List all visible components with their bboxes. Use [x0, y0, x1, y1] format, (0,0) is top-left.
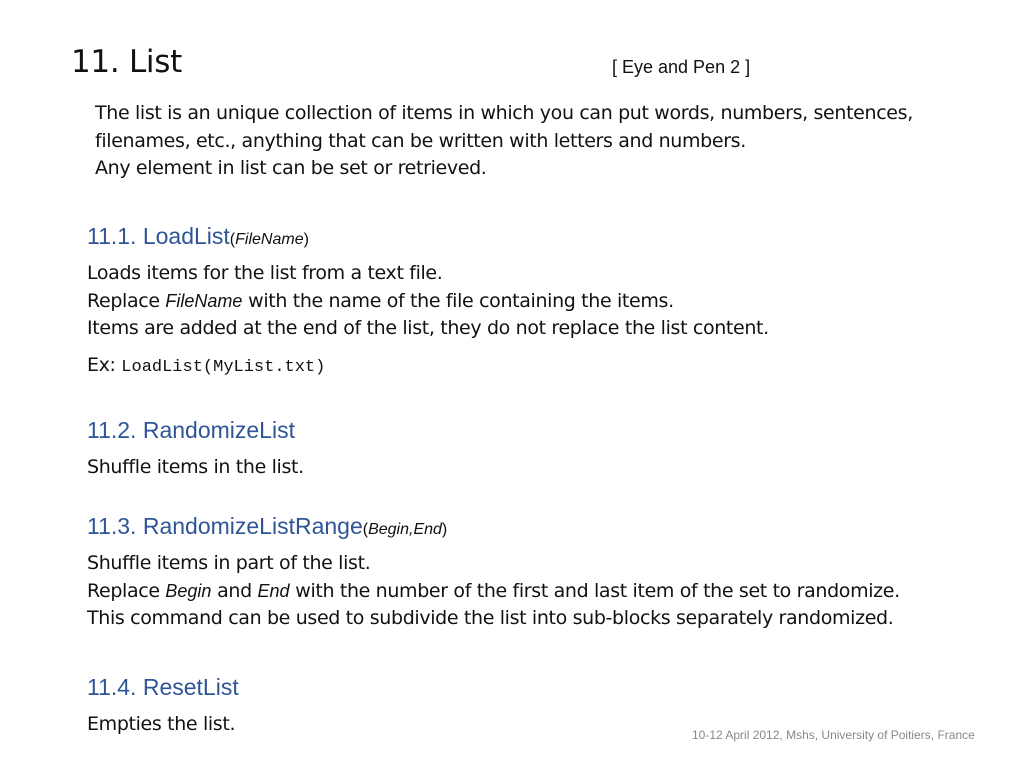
- body-line: Shuffle items in part of the list.: [87, 552, 371, 574]
- section-heading-text: 11.2. RandomizeList: [87, 417, 295, 443]
- section-heading-resetlist: [87, 674, 239, 701]
- example-label: Ex:: [87, 354, 122, 376]
- section-heading-text: 11.3. RandomizeListRange: [87, 513, 363, 539]
- body-text-segment: Replace: [87, 579, 166, 602]
- section-heading-randomizelist: [87, 417, 295, 444]
- heading-argument: Begin,End: [368, 521, 442, 538]
- body-line: This command can be used to subdivide the list into sub-blocks separately randomized.: [87, 607, 894, 629]
- open-paren: (: [229, 231, 236, 248]
- section-heading-randomizelistrange: [87, 513, 447, 540]
- slide-title: 11. List: [71, 44, 182, 80]
- body-line: Shuffle items in the list.: [87, 456, 304, 478]
- intro-line: filenames, etc., anything that can be written with letters and numbers.: [95, 129, 746, 152]
- section-heading-text: 11.1. LoadList: [87, 223, 230, 249]
- close-paren: ): [441, 521, 448, 538]
- italic-argument: FileName: [165, 290, 243, 311]
- section-body-loadlist: [87, 260, 769, 343]
- intro-line: The list is an unique collection of items in which you can put words, numbers, sentences,: [95, 102, 913, 124]
- section-body-resetlist: [87, 711, 235, 739]
- body-line: [87, 288, 769, 316]
- open-paren: (: [362, 521, 369, 538]
- body-text-segment: Replace: [87, 289, 166, 312]
- section-body-randomizelist: [87, 454, 304, 482]
- example-line: [87, 352, 325, 382]
- body-text-segment: with the name of the file containing the items.: [242, 289, 674, 312]
- body-line: Loads items for the list from a text file.: [87, 262, 443, 284]
- section-heading-text: 11.4. ResetList: [87, 674, 239, 700]
- section-heading-loadlist: [87, 223, 309, 250]
- body-line: [87, 578, 900, 606]
- intro-line: Any element in list can be set or retrieved.: [95, 157, 487, 179]
- italic-argument: End: [257, 580, 290, 601]
- heading-argument: FileName: [235, 231, 304, 248]
- body-text-segment: with the number of the first and last item of the set to randomize.: [289, 579, 900, 602]
- italic-argument: Begin: [165, 580, 212, 601]
- header-tag: [ Eye and Pen 2 ]: [612, 57, 751, 77]
- intro-paragraph: [95, 100, 913, 183]
- body-line: Empties the list.: [87, 713, 236, 735]
- section-body-randomizelistrange: [87, 550, 900, 633]
- footer-text: 10-12 April 2012, Mshs, University of Poitiers, France: [692, 728, 975, 742]
- body-line: Items are added at the end of the list, they do not replace the list content.: [87, 317, 769, 339]
- close-paren: ): [303, 231, 309, 248]
- body-text-segment: and: [211, 579, 258, 602]
- example-code: LoadList(MyList.txt): [121, 358, 326, 377]
